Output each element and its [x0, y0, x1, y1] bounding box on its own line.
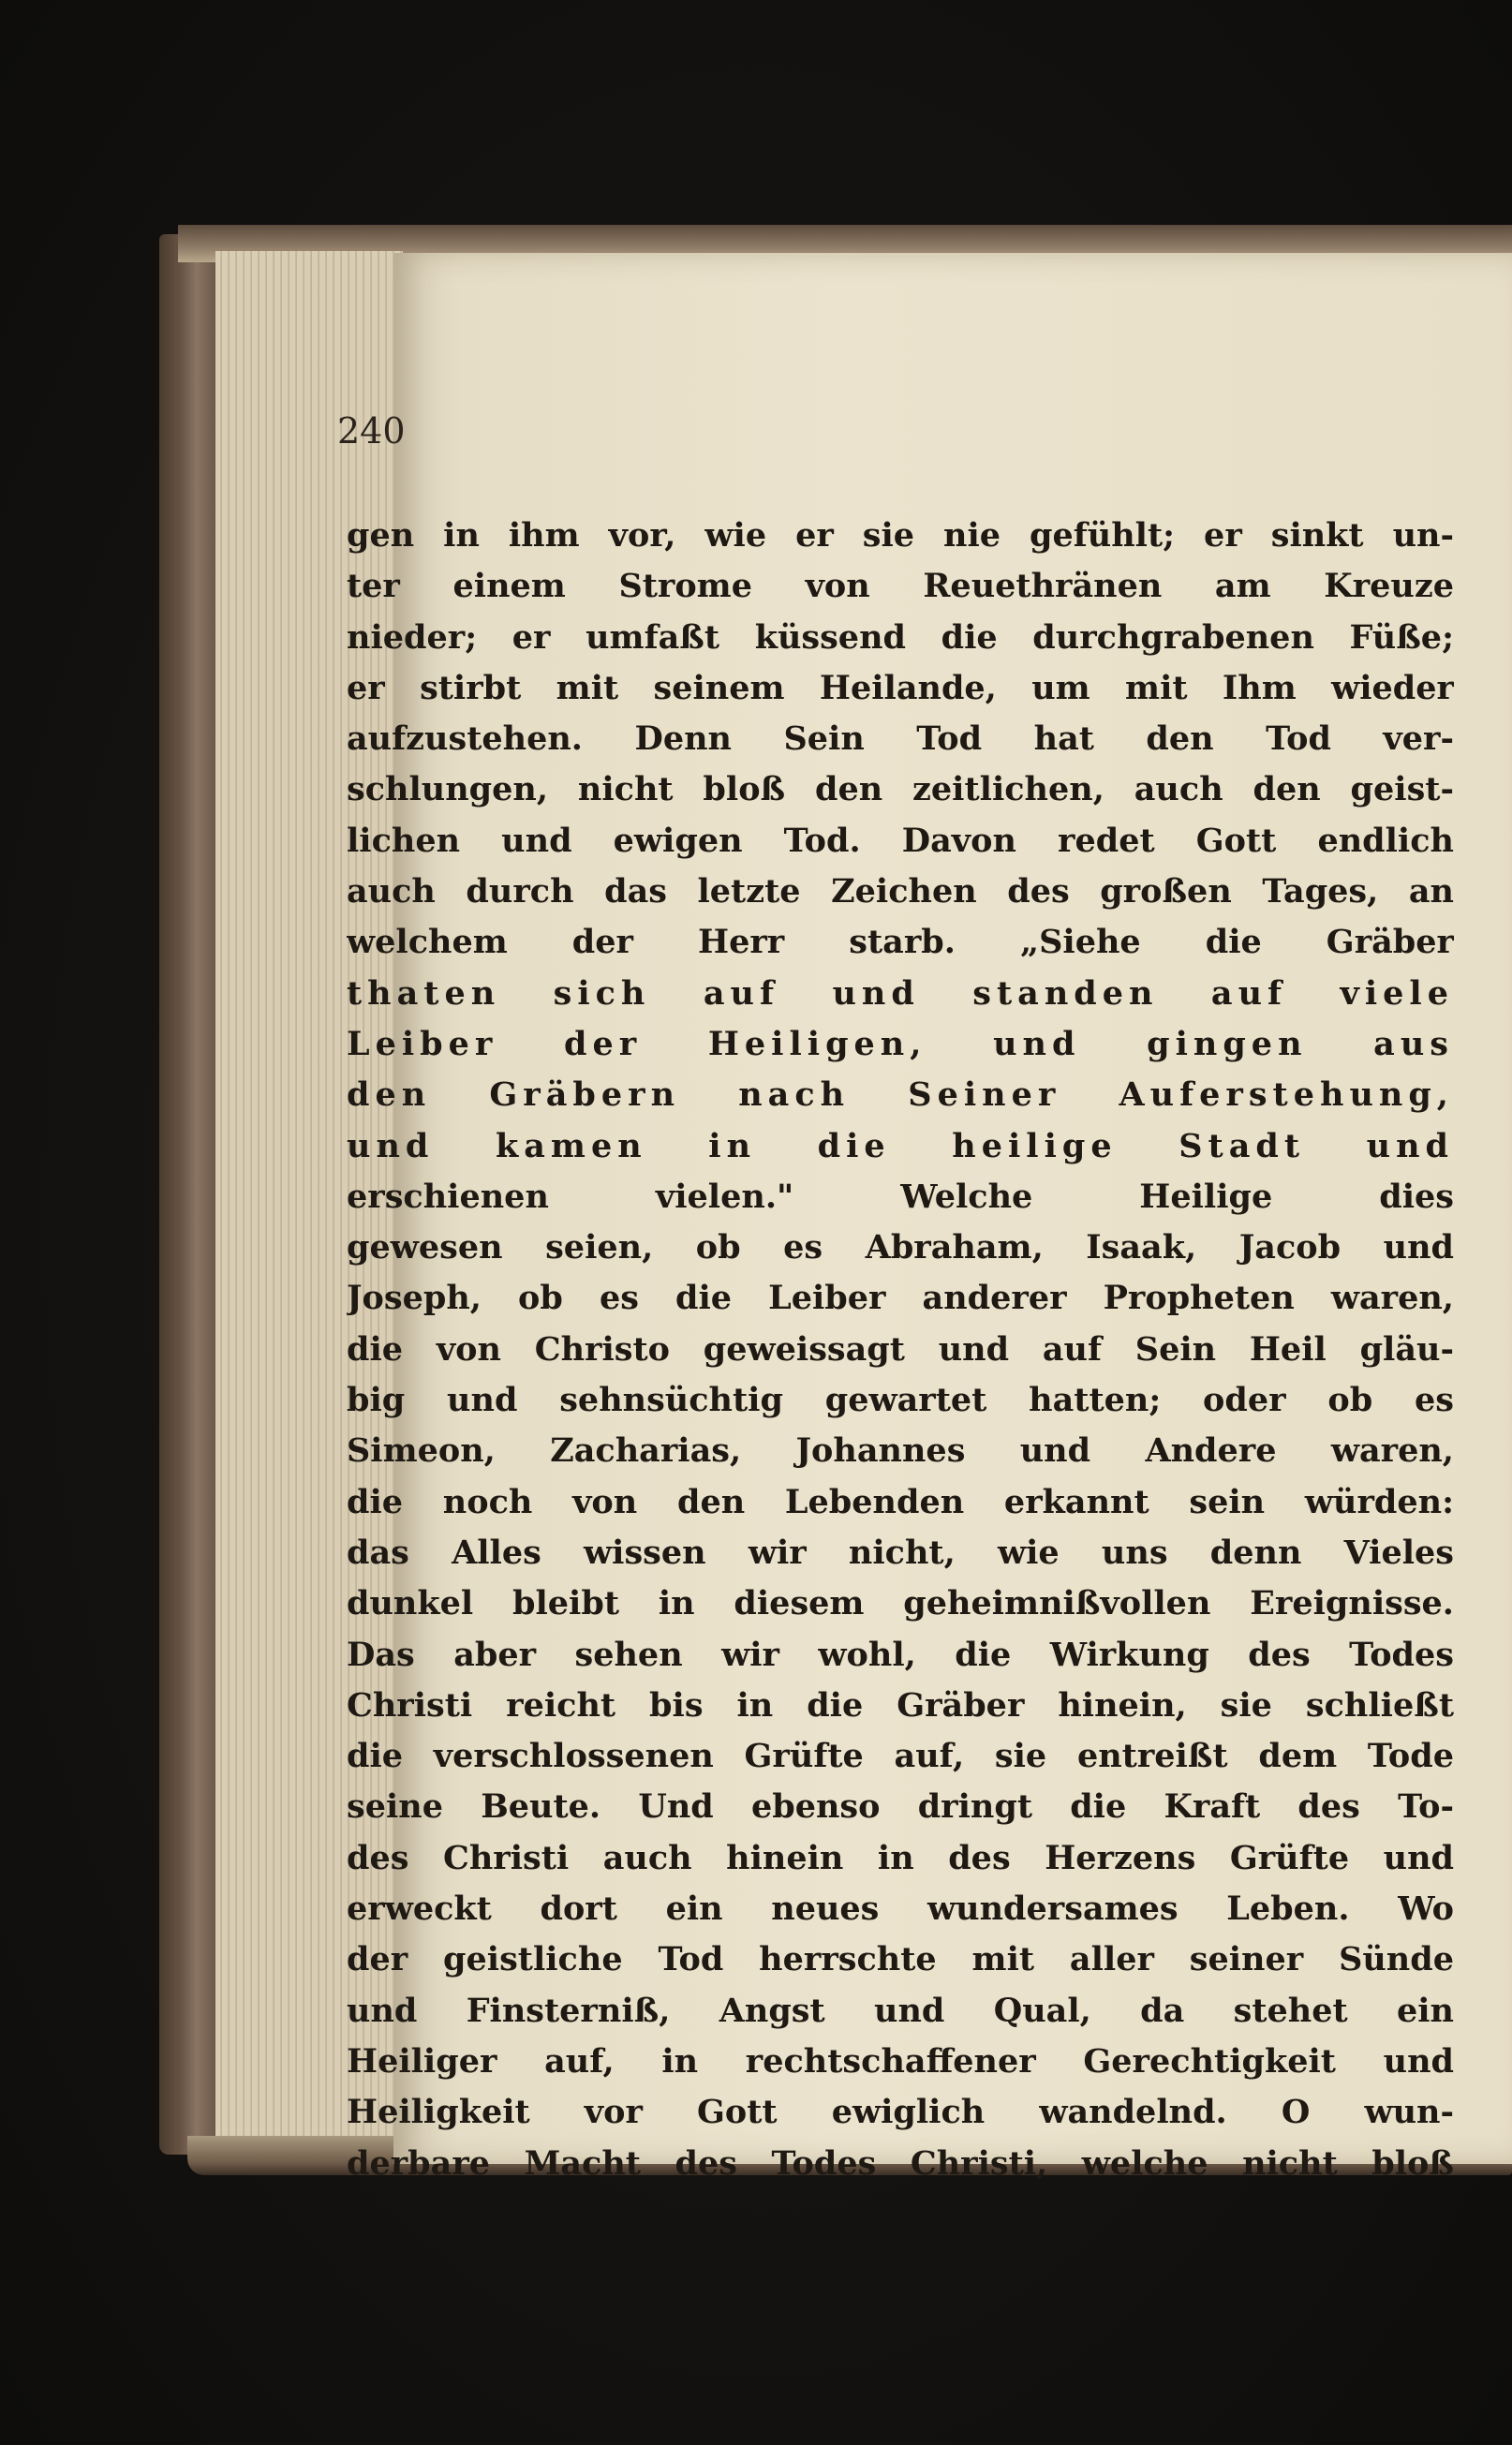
text-line: Das aber sehen wir wohl, die Wirkung des Todes — [347, 1635, 1454, 1674]
text-line: auch durch das letzte Zeichen des großen Tages, an — [347, 872, 1454, 911]
text-line: der geistliche Tod herrschte mit aller seiner Sünde — [347, 1940, 1454, 1979]
text-line: schlungen, nicht bloß den zeitlichen, auch den geist- — [347, 770, 1454, 809]
text-line: welchem der Herr starb. „Siehe die Gräber — [347, 923, 1454, 962]
text-line: und Finsterniß, Angst und Qual, da stehet ein — [347, 1991, 1454, 2030]
text-line: nieder; er umfaßt küssend die durchgrabenen Füße; — [347, 617, 1454, 657]
text-line: erweckt dort ein neues wundersames Leben. Wo — [347, 1889, 1454, 1929]
text-line: die noch von den Lebenden erkannt sein würden: — [347, 1482, 1454, 1521]
text-line-spaced: den Gräbern nach Seiner Auferstehung, — [347, 1075, 1454, 1115]
text-line: des Christi auch hinein in des Herzens Grüfte und — [347, 1838, 1454, 1877]
text-line: gewesen seien, ob es Abraham, Isaak, Jacob und — [347, 1228, 1454, 1267]
text-line: Simeon, Zacharias, Johannes und Andere waren, — [347, 1431, 1454, 1471]
text-line: gen in ihm vor, wie er sie nie gefühlt; er sinkt un- — [347, 516, 1454, 555]
text-line: Christi reicht bis in die Gräber hinein, sie schließt — [347, 1685, 1454, 1725]
text-line: Heiligkeit vor Gott ewiglich wandelnd. O wun- — [347, 2093, 1454, 2132]
text-line-spaced: thaten sich auf und standen auf viele — [347, 973, 1454, 1013]
page-body-text — [347, 511, 1454, 2189]
text-line: die verschlossenen Grüfte auf, sie entreißt dem Tode — [347, 1737, 1454, 1776]
text-line: seine Beute. Und ebenso dringt die Kraft des To- — [347, 1787, 1454, 1827]
text-line: lichen und ewigen Tod. Davon redet Gott endlich — [347, 821, 1454, 860]
text-line: big und sehnsüchtig gewartet hatten; oder ob es — [347, 1381, 1454, 1420]
text-line: Heiliger auf, in rechtschaffener Gerechtigkeit und — [347, 2041, 1454, 2081]
text-line: er stirbt mit seinem Heilande, um mit Ihm wieder — [347, 668, 1454, 707]
text-line-spaced: und kamen in die heilige Stadt und — [347, 1126, 1454, 1165]
text-line: dunkel bleibt in diesem geheimnißvollen Ereignisse. — [347, 1584, 1454, 1623]
text-line: Joseph, ob es die Leiber anderer Propheten waren, — [347, 1279, 1454, 1318]
text-line: derbare Macht des Todes Christi, welche nicht bloß — [347, 2143, 1454, 2183]
page-number: 240 — [337, 410, 406, 452]
text-line-spaced: Leiber der Heiligen, und gingen aus — [347, 1024, 1454, 1063]
text-line: erschienen vielen." Welche Heilige dies — [347, 1177, 1454, 1216]
text-line: das Alles wissen wir nicht, wie uns denn Vieles — [347, 1533, 1454, 1572]
text-line: die von Christo geweissagt und auf Sein Heil gläu- — [347, 1329, 1454, 1369]
text-line: aufzustehen. Denn Sein Tod hat den Tod ver- — [347, 719, 1454, 759]
text-line: ter einem Strome von Reuethränen am Kreuze — [347, 567, 1454, 606]
